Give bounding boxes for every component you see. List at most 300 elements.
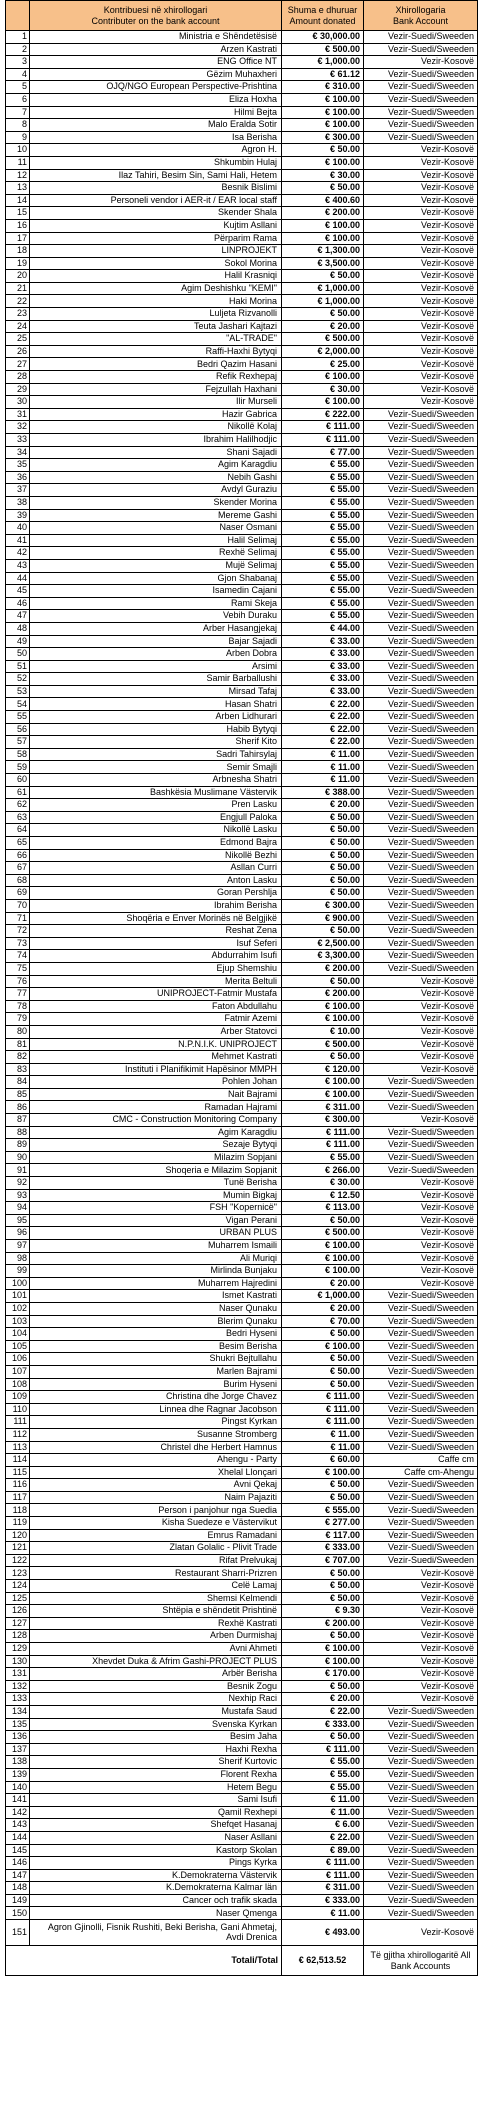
bank-account: Vezir-Suedi/Sweeden	[364, 597, 478, 610]
row-number: 144	[6, 1831, 30, 1844]
table-row	[6, 1844, 478, 1857]
bank-account: Vezir-Suedi/Sweeden	[364, 1315, 478, 1328]
donation-amount: € 22.00	[282, 1705, 364, 1718]
contributor-name: Shoqeria e Milazim Sopjanit	[30, 1164, 282, 1177]
contributor-name: Naser Osmani	[30, 522, 282, 535]
bank-account: Vezir-Kosovë	[364, 270, 478, 283]
bank-account: Vezir-Kosovë	[364, 1227, 478, 1240]
bank-account: Vezir-Suedi/Sweeden	[364, 1416, 478, 1429]
bank-account: Vezir-Suedi/Sweeden	[364, 1781, 478, 1794]
donation-amount: € 1,000.00	[282, 295, 364, 308]
bank-account: Vezir-Kosovë	[364, 1580, 478, 1593]
contributor-name: Hazir Gabrica	[30, 408, 282, 421]
table-row	[6, 585, 478, 598]
bank-account: Vezir-Kosovë	[364, 156, 478, 169]
donation-amount: € 11.00	[282, 1794, 364, 1807]
bank-account: Vezir-Suedi/Sweeden	[364, 698, 478, 711]
donation-amount: € 55.00	[282, 572, 364, 585]
row-number: 134	[6, 1705, 30, 1718]
contributor-name: Xhevdet Duka & Afrim Gashi-PROJECT PLUS	[30, 1655, 282, 1668]
bank-account: Vezir-Suedi/Sweeden	[364, 484, 478, 497]
bank-account: Vezir-Kosovë	[364, 194, 478, 207]
contributor-name: Avni Ahmeti	[30, 1643, 282, 1656]
table-row	[6, 93, 478, 106]
table-row	[6, 1038, 478, 1051]
bank-account: Vezir-Suedi/Sweeden	[364, 874, 478, 887]
bank-account: Vezir-Suedi/Sweeden	[364, 962, 478, 975]
bank-account: Vezir-Suedi/Sweeden	[364, 1819, 478, 1832]
table-row	[6, 660, 478, 673]
donation-amount: € 200.00	[282, 207, 364, 220]
bank-account: Vezir-Suedi/Sweeden	[364, 1542, 478, 1555]
donation-amount: € 50.00	[282, 824, 364, 837]
donation-amount: € 11.00	[282, 1428, 364, 1441]
contributor-name: Rifat Prelvukaj	[30, 1554, 282, 1567]
row-number: 140	[6, 1781, 30, 1794]
row-number: 94	[6, 1202, 30, 1215]
contributor-name: Bashkësia Muslimane Västervik	[30, 786, 282, 799]
contributor-name: Florent Rexha	[30, 1768, 282, 1781]
table-row	[6, 698, 478, 711]
table-row	[6, 1705, 478, 1718]
table-row	[6, 383, 478, 396]
contributor-name: Vigan Perani	[30, 1214, 282, 1227]
donation-amount: € 100.00	[282, 1088, 364, 1101]
row-number: 39	[6, 509, 30, 522]
table-row	[6, 988, 478, 1001]
donation-amount: € 200.00	[282, 962, 364, 975]
row-number: 57	[6, 736, 30, 749]
table-row	[6, 31, 478, 44]
table-row	[6, 371, 478, 384]
row-number: 22	[6, 295, 30, 308]
row-number: 15	[6, 207, 30, 220]
table-row	[6, 849, 478, 862]
contributor-name: Fejzullah Haxhani	[30, 383, 282, 396]
contributor-name: Nebih Gashi	[30, 471, 282, 484]
row-number: 8	[6, 119, 30, 132]
donation-amount: € 33.00	[282, 673, 364, 686]
row-number: 84	[6, 1076, 30, 1089]
table-row	[6, 156, 478, 169]
table-row	[6, 1592, 478, 1605]
table-row	[6, 950, 478, 963]
row-number: 146	[6, 1857, 30, 1870]
table-row	[6, 1025, 478, 1038]
row-number: 114	[6, 1454, 30, 1467]
row-number: 65	[6, 837, 30, 850]
row-number: 61	[6, 786, 30, 799]
contributor-name: Hasan Shatri	[30, 698, 282, 711]
bank-account: Vezir-Suedi/Sweeden	[364, 1290, 478, 1303]
bank-account: Vezir-Kosovë	[364, 1680, 478, 1693]
table-row	[6, 1466, 478, 1479]
table-row	[6, 1554, 478, 1567]
row-number: 63	[6, 811, 30, 824]
contributor-name: Arsimi	[30, 660, 282, 673]
row-number: 133	[6, 1693, 30, 1706]
bank-account: Vezir-Suedi/Sweeden	[364, 496, 478, 509]
bank-account: Vezir-Suedi/Sweeden	[364, 736, 478, 749]
donation-amount: € 77.00	[282, 446, 364, 459]
donation-amount: € 50.00	[282, 887, 364, 900]
row-number: 115	[6, 1466, 30, 1479]
contributor-name: Shtëpia e shëndetit Prishtinë	[30, 1605, 282, 1618]
bank-account: Vezir-Kosovë	[364, 345, 478, 358]
row-number: 136	[6, 1731, 30, 1744]
donation-amount: € 1,300.00	[282, 245, 364, 258]
row-number: 21	[6, 282, 30, 295]
table-row	[6, 471, 478, 484]
bank-account: Vezir-Kosovë	[364, 1265, 478, 1278]
contributor-name: Mustafa Saud	[30, 1705, 282, 1718]
donation-amount: € 55.00	[282, 534, 364, 547]
table-row	[6, 1076, 478, 1089]
donation-amount: € 55.00	[282, 484, 364, 497]
donation-amount: € 50.00	[282, 1731, 364, 1744]
table-row	[6, 1580, 478, 1593]
row-number: 6	[6, 93, 30, 106]
header-account-cell	[364, 1, 478, 31]
table-row	[6, 1806, 478, 1819]
bank-account: Vezir-Suedi/Sweeden	[364, 1504, 478, 1517]
table-row	[6, 1164, 478, 1177]
row-number: 97	[6, 1240, 30, 1253]
donation-amount: € 50.00	[282, 1567, 364, 1580]
table-row	[6, 1756, 478, 1769]
donation-amount: € 30.00	[282, 169, 364, 182]
bank-account: Vezir-Suedi/Sweeden	[364, 1302, 478, 1315]
table-row	[6, 1252, 478, 1265]
contributor-name: Celë Lamaj	[30, 1580, 282, 1593]
contributor-name: Muharrem Hajredini	[30, 1277, 282, 1290]
row-number: 81	[6, 1038, 30, 1051]
bank-account: Vezir-Kosovë	[364, 1920, 478, 1946]
donation-amount: € 33.00	[282, 648, 364, 661]
row-number: 7	[6, 106, 30, 119]
row-number: 77	[6, 988, 30, 1001]
row-number: 17	[6, 232, 30, 245]
contributor-name: Arber Statovci	[30, 1025, 282, 1038]
contributor-name: Sherif Kurtovic	[30, 1756, 282, 1769]
row-number: 142	[6, 1806, 30, 1819]
table-row	[6, 1869, 478, 1882]
bank-account: Vezir-Kosovë	[364, 1189, 478, 1202]
contributor-name: Naser Qunaku	[30, 1302, 282, 1315]
bank-account: Vezir-Suedi/Sweeden	[364, 1126, 478, 1139]
contributor-name: Ejup Shemshiu	[30, 962, 282, 975]
bank-account: Caffe cm-Ahengu	[364, 1466, 478, 1479]
contributor-name: Bedri Qazim Hasani	[30, 358, 282, 371]
contributor-name: Nikollë Lasku	[30, 824, 282, 837]
table-row	[6, 232, 478, 245]
contributor-name: Shefqet Hasanaj	[30, 1819, 282, 1832]
bank-account: Vezir-Suedi/Sweeden	[364, 1718, 478, 1731]
table-row	[6, 207, 478, 220]
donation-amount: € 50.00	[282, 1491, 364, 1504]
contributor-name: Halil Selimaj	[30, 534, 282, 547]
row-number: 78	[6, 1000, 30, 1013]
bank-account: Vezir-Suedi/Sweeden	[364, 1731, 478, 1744]
row-number: 90	[6, 1151, 30, 1164]
contributor-name: Raffi-Haxhi Bytyqi	[30, 345, 282, 358]
bank-account: Vezir-Suedi/Sweeden	[364, 1441, 478, 1454]
table-row	[6, 194, 478, 207]
bank-account: Vezir-Suedi/Sweeden	[364, 950, 478, 963]
donation-amount: € 33.00	[282, 660, 364, 673]
table-row	[6, 1617, 478, 1630]
contributor-name: Tunë Berisha	[30, 1177, 282, 1190]
donation-amount: € 50.00	[282, 975, 364, 988]
donation-amount: € 50.00	[282, 144, 364, 157]
bank-account: Vezir-Kosovë	[364, 1051, 478, 1064]
contributor-name: Svenska Kyrkan	[30, 1718, 282, 1731]
donation-amount: € 493.00	[282, 1920, 364, 1946]
bank-account: Vezir-Kosovë	[364, 1000, 478, 1013]
table-row	[6, 610, 478, 623]
row-number: 56	[6, 723, 30, 736]
row-number: 82	[6, 1051, 30, 1064]
donation-amount: € 117.00	[282, 1529, 364, 1542]
contributor-name: Susanne Stromberg	[30, 1428, 282, 1441]
table-row	[6, 1101, 478, 1114]
table-row	[6, 131, 478, 144]
donation-amount: € 120.00	[282, 1063, 364, 1076]
bank-account: Vezir-Suedi/Sweeden	[364, 534, 478, 547]
row-number: 129	[6, 1643, 30, 1656]
bank-account: Vezir-Kosovë	[364, 320, 478, 333]
table-row	[6, 434, 478, 447]
table-row	[6, 1126, 478, 1139]
contributor-name: Rexhë Kastrati	[30, 1617, 282, 1630]
donation-amount: € 55.00	[282, 496, 364, 509]
bank-account: Vezir-Suedi/Sweeden	[364, 1869, 478, 1882]
contributor-name: Isuf Seferi	[30, 937, 282, 950]
contributor-name: Arben Durmishaj	[30, 1630, 282, 1643]
contributor-name: Gjon Shabanaj	[30, 572, 282, 585]
contributor-name: Abdurrahim Isufi	[30, 950, 282, 963]
contributor-name: Engjull Paloka	[30, 811, 282, 824]
bank-account: Vezir-Kosovë	[364, 988, 478, 1001]
bank-account: Vezir-Suedi/Sweeden	[364, 622, 478, 635]
donation-amount: € 6.00	[282, 1819, 364, 1832]
contributor-name: Muharrem Ismaili	[30, 1240, 282, 1253]
table-row	[6, 1504, 478, 1517]
bank-account: Vezir-Kosovë	[364, 1214, 478, 1227]
contributor-name: Skender Shala	[30, 207, 282, 220]
bank-account: Vezir-Suedi/Sweeden	[364, 43, 478, 56]
donation-amount: € 388.00	[282, 786, 364, 799]
row-number: 5	[6, 81, 30, 94]
row-number: 150	[6, 1907, 30, 1920]
contributor-name: CMC - Construction Monitoring Company	[30, 1114, 282, 1127]
contributor-name: Bedri Hyseni	[30, 1328, 282, 1341]
bank-account: Vezir-Kosovë	[364, 232, 478, 245]
bank-account: Vezir-Kosovë	[364, 182, 478, 195]
row-number: 34	[6, 446, 30, 459]
contributor-name: Rami Skeja	[30, 597, 282, 610]
donation-amount: € 111.00	[282, 434, 364, 447]
row-number: 2	[6, 43, 30, 56]
row-number: 11	[6, 156, 30, 169]
row-number: 98	[6, 1252, 30, 1265]
bank-account: Vezir-Suedi/Sweeden	[364, 1139, 478, 1152]
donation-amount: € 11.00	[282, 1441, 364, 1454]
donation-amount: € 55.00	[282, 585, 364, 598]
row-number: 70	[6, 899, 30, 912]
donation-amount: € 55.00	[282, 1756, 364, 1769]
contributor-name: Restaurant Sharri-Prizren	[30, 1567, 282, 1580]
contributor-name: URBAN PLUS	[30, 1227, 282, 1240]
contributor-name: Agron Gjinolli, Fisnik Rushiti, Beki Berisha, Gani Ahmetaj, Avdi Drenica	[30, 1920, 282, 1946]
bank-account: Vezir-Suedi/Sweeden	[364, 1529, 478, 1542]
donation-amount: € 311.00	[282, 1101, 364, 1114]
header-amount-cell	[282, 1, 364, 31]
table-row	[6, 1290, 478, 1303]
table-row	[6, 396, 478, 409]
contributor-name: Vebih Duraku	[30, 610, 282, 623]
bank-account: Vezir-Suedi/Sweeden	[364, 1101, 478, 1114]
table-row	[6, 496, 478, 509]
row-number: 44	[6, 572, 30, 585]
donation-amount: € 50.00	[282, 874, 364, 887]
bank-account: Vezir-Suedi/Sweeden	[364, 81, 478, 94]
bank-account: Vezir-Suedi/Sweeden	[364, 68, 478, 81]
bank-account: Vezir-Suedi/Sweeden	[364, 711, 478, 724]
row-number: 149	[6, 1894, 30, 1907]
bank-account: Vezir-Kosovë	[364, 282, 478, 295]
contributor-name: Përparim Rama	[30, 232, 282, 245]
row-number: 139	[6, 1768, 30, 1781]
bank-account: Vezir-Suedi/Sweeden	[364, 1756, 478, 1769]
donation-amount: € 333.00	[282, 1542, 364, 1555]
donation-amount: € 2,000.00	[282, 345, 364, 358]
table-row	[6, 1882, 478, 1895]
donation-amount: € 50.00	[282, 849, 364, 862]
row-number: 29	[6, 383, 30, 396]
table-row	[6, 1353, 478, 1366]
bank-account: Vezir-Kosovë	[364, 333, 478, 346]
row-number: 68	[6, 874, 30, 887]
row-number: 143	[6, 1819, 30, 1832]
donation-amount: € 707.00	[282, 1554, 364, 1567]
donation-amount: € 44.00	[282, 622, 364, 635]
contributor-name: Halil Krasniqi	[30, 270, 282, 283]
bank-account: Vezir-Suedi/Sweeden	[364, 937, 478, 950]
bank-account: Vezir-Kosovë	[364, 358, 478, 371]
contributor-name: Arzen Kastrati	[30, 43, 282, 56]
contributor-name: Refik Rexhepaj	[30, 371, 282, 384]
donation-amount: € 100.00	[282, 119, 364, 132]
table-row	[6, 1529, 478, 1542]
row-number: 148	[6, 1882, 30, 1895]
donation-amount: € 55.00	[282, 1781, 364, 1794]
contributor-name: Ahengu - Party	[30, 1454, 282, 1467]
table-row	[6, 1907, 478, 1920]
donation-amount: € 50.00	[282, 1214, 364, 1227]
donation-amount: € 50.00	[282, 182, 364, 195]
contributor-name: Gëzim Muhaxheri	[30, 68, 282, 81]
donation-amount: € 170.00	[282, 1668, 364, 1681]
row-number: 26	[6, 345, 30, 358]
bank-account: Vezir-Suedi/Sweeden	[364, 1151, 478, 1164]
bank-account: Vezir-Suedi/Sweeden	[364, 899, 478, 912]
donation-amount: € 10.00	[282, 1025, 364, 1038]
table-row	[6, 1365, 478, 1378]
bank-account: Vezir-Kosovë	[364, 1630, 478, 1643]
contributor-name: Mehmet Kastrati	[30, 1051, 282, 1064]
donation-amount: € 100.00	[282, 93, 364, 106]
row-number: 87	[6, 1114, 30, 1127]
bank-account: Vezir-Suedi/Sweeden	[364, 572, 478, 585]
row-number: 43	[6, 559, 30, 572]
table-row	[6, 1454, 478, 1467]
table-row	[6, 1643, 478, 1656]
table-row	[6, 622, 478, 635]
bank-account: Vezir-Suedi/Sweeden	[364, 1882, 478, 1895]
row-number: 47	[6, 610, 30, 623]
table-row	[6, 786, 478, 799]
row-number: 33	[6, 434, 30, 447]
table-row	[6, 1013, 478, 1026]
contributor-name: Arben Dobra	[30, 648, 282, 661]
contributor-name: Fatmir Azemi	[30, 1013, 282, 1026]
contributor-name: Pings Kyrka	[30, 1857, 282, 1870]
table-row	[6, 320, 478, 333]
row-number: 3	[6, 56, 30, 69]
donation-amount: € 266.00	[282, 1164, 364, 1177]
header-account-al: Xhirollogaria	[395, 4, 446, 15]
donation-amount: € 300.00	[282, 899, 364, 912]
bank-account: Vezir-Kosovë	[364, 169, 478, 182]
donation-amount: € 70.00	[282, 1315, 364, 1328]
bank-account: Vezir-Suedi/Sweeden	[364, 761, 478, 774]
table-row	[6, 1328, 478, 1341]
bank-account: Vezir-Suedi/Sweeden	[364, 824, 478, 837]
donation-amount: € 111.00	[282, 1391, 364, 1404]
row-number: 101	[6, 1290, 30, 1303]
table-row	[6, 1139, 478, 1152]
bank-account: Vezir-Suedi/Sweeden	[364, 471, 478, 484]
contributor-name: Mereme Gashi	[30, 509, 282, 522]
row-number: 13	[6, 182, 30, 195]
donation-amount: € 100.00	[282, 156, 364, 169]
table-row	[6, 1718, 478, 1731]
table-row	[6, 68, 478, 81]
row-number: 52	[6, 673, 30, 686]
contributor-name: Mujë Selimaj	[30, 559, 282, 572]
table-row	[6, 1630, 478, 1643]
donation-amount: € 50.00	[282, 1592, 364, 1605]
contributor-name: Isa Berisha	[30, 131, 282, 144]
row-number: 19	[6, 257, 30, 270]
bank-account: Vezir-Suedi/Sweeden	[364, 912, 478, 925]
bank-account: Vezir-Suedi/Sweeden	[364, 1907, 478, 1920]
bank-account: Vezir-Kosovë	[364, 1277, 478, 1290]
contributor-name: Isamedin Cajani	[30, 585, 282, 598]
bank-account: Vezir-Kosovë	[364, 1240, 478, 1253]
donation-amount: € 20.00	[282, 1277, 364, 1290]
contributor-name: Samir Barballushi	[30, 673, 282, 686]
contributor-name: Sadri Tahirsylaj	[30, 748, 282, 761]
bank-account: Vezir-Suedi/Sweeden	[364, 1806, 478, 1819]
donation-amount: € 100.00	[282, 1643, 364, 1656]
table-row	[6, 106, 478, 119]
contributor-name: Besnik Bislimi	[30, 182, 282, 195]
table-row	[6, 1416, 478, 1429]
donation-amount: € 50.00	[282, 1680, 364, 1693]
row-number: 20	[6, 270, 30, 283]
